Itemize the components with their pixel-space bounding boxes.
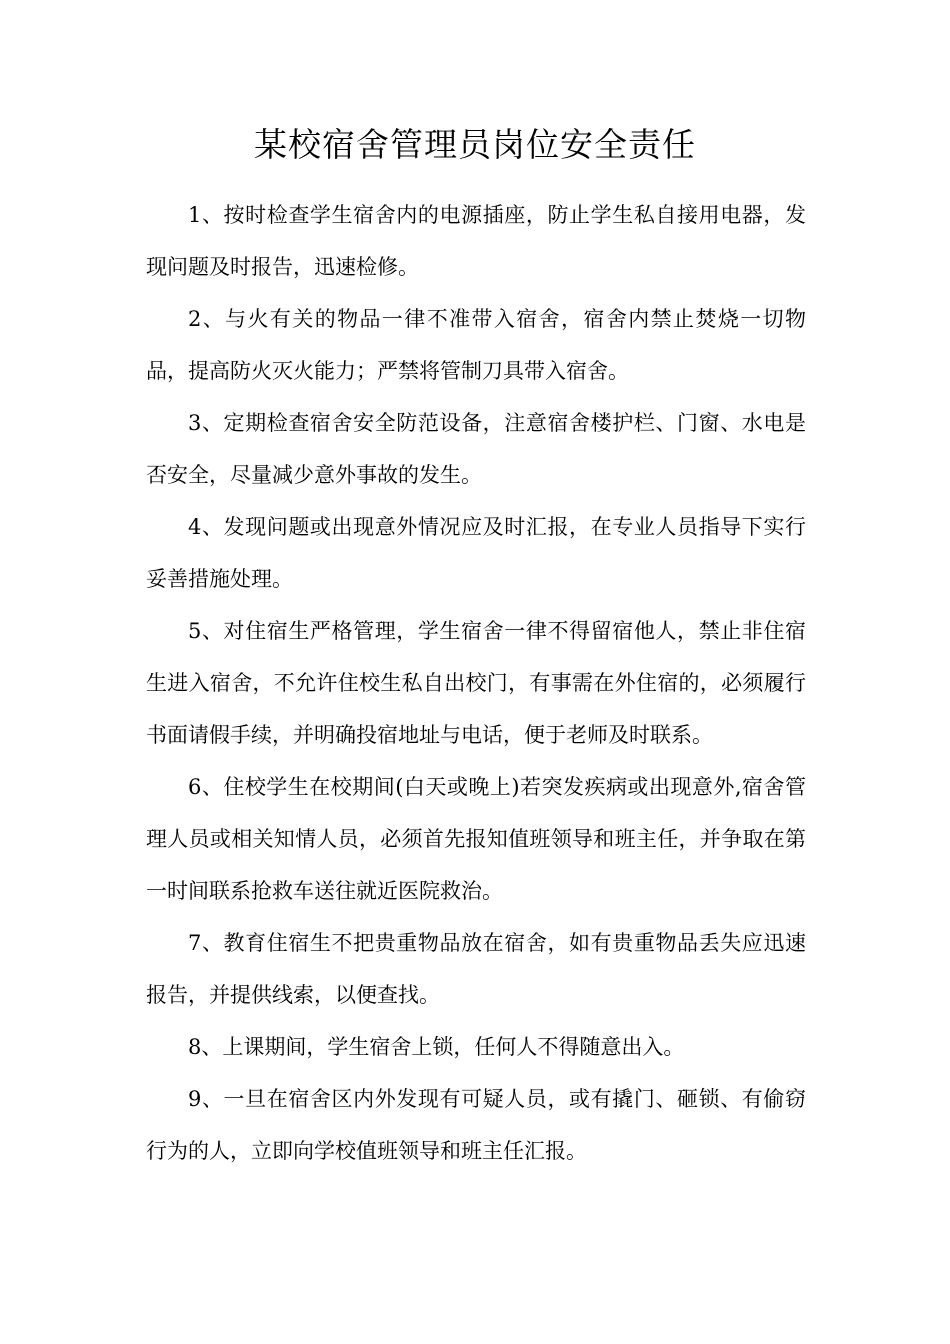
paragraph-1: 1、按时检查学生宿舍内的电源插座，防止学生私自接用电器，发现问题及时报告，迅速检修。 <box>146 203 806 279</box>
paragraph-9: 9、一旦在宿舍区内外发现有可疑人员，或有撬门、砸锁、有偷窃行为的人，立即向学校值班领导和班主任汇报。 <box>146 1087 806 1163</box>
document-body <box>146 189 806 1177</box>
paragraph-2: 2、与火有关的物品一律不准带入宿舍，宿舍内禁止焚烧一切物品，提高防火灭火能力；严禁将管制刀具带入宿舍。 <box>146 307 806 383</box>
paragraph-8: 8、上课期间，学生宿舍上锁，任何人不得随意出入。 <box>188 1035 685 1059</box>
paragraph-6: 6、住校学生在校期间(白天或晚上)若突发疾病或出现意外,宿舍管理人员或相关知情人员，必须首先报知值班领导和班主任，并争取在第一时间联系抢救车送往就近医院救治。 <box>146 775 806 903</box>
paragraph-3: 3、定期检查宿舍安全防范设备，注意宿舍楼护栏、门窗、水电是否安全，尽量减少意外事故的发生。 <box>146 411 806 487</box>
paragraph-5: 5、对住宿生严格管理，学生宿舍一律不得留宿他人，禁止非住宿生进入宿舍，不允许住校生私自出校门，有事需在外住宿的，必须履行书面请假手续，并明确投宿地址与电话，便于老师及时联系。 <box>146 619 806 747</box>
paragraph-4: 4、发现问题或出现意外情况应及时汇报，在专业人员指导下实行妥善措施处理。 <box>146 515 806 591</box>
paragraph-7: 7、教育住宿生不把贵重物品放在宿舍，如有贵重物品丢失应迅速报告，并提供线索，以便查找。 <box>146 931 806 1007</box>
document-title: 某校宿舍管理员岗位安全责任 <box>254 125 696 164</box>
